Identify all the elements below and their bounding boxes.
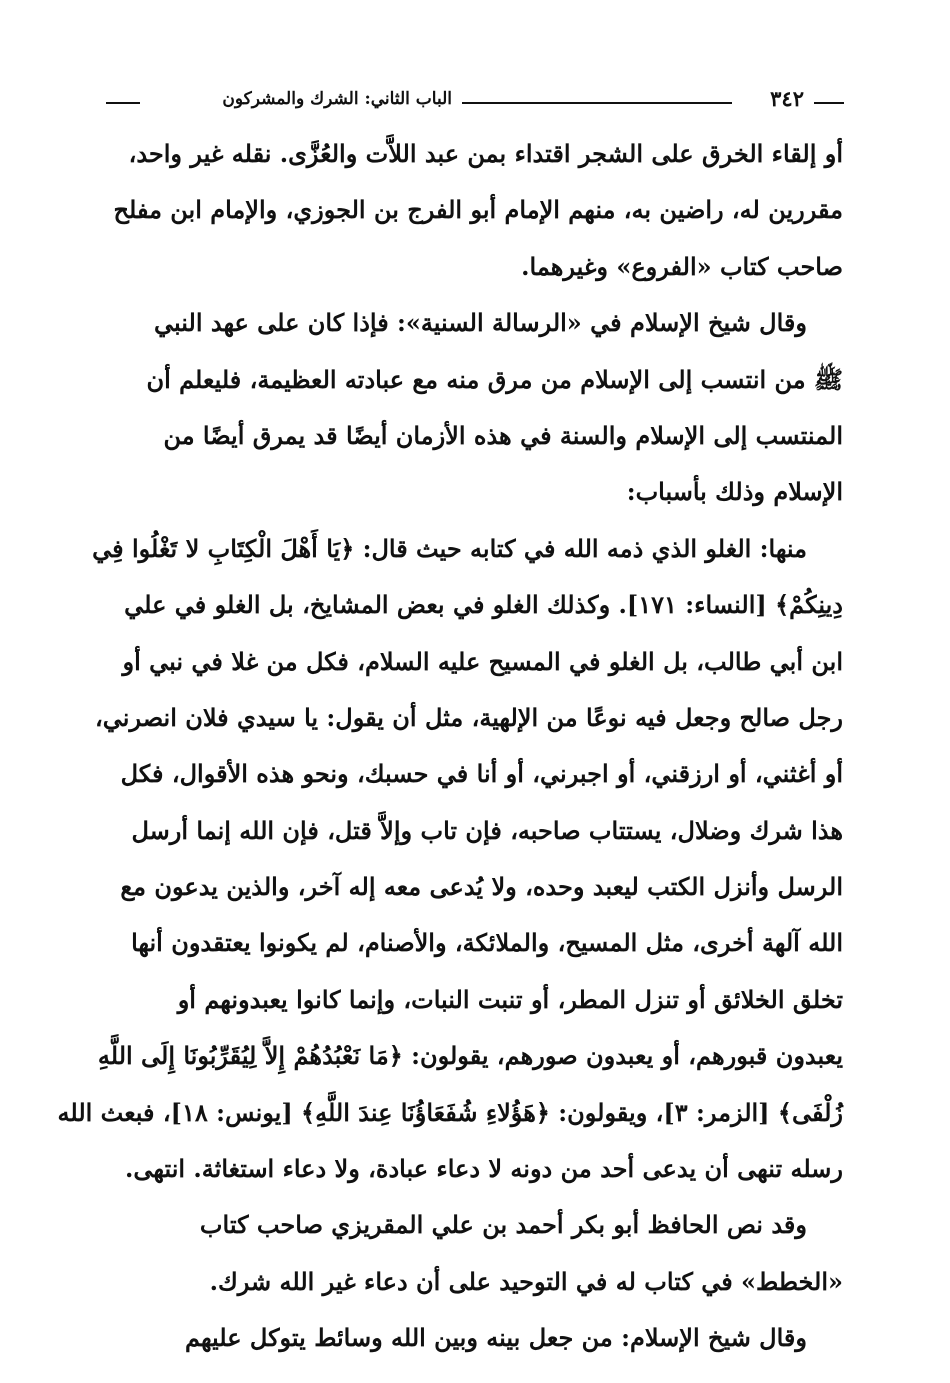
header-rule: [462, 102, 732, 104]
body-text: [57, 126, 843, 1367]
paragraph-start-line: وقد نص الحافظ أبو بكر أحمد بن علي المقريزي صاحب كتاب: [199, 1210, 807, 1240]
text-line: الرسل وأنزل الكتب ليعبد وحده، ولا يُدعى معه إله آخر، والذين يدعون مع: [120, 872, 843, 902]
paragraph-start-line: وقال شيخ الإسلام: من جعل بينه وبين الله وسائط يتوكل عليهم: [185, 1323, 807, 1353]
text-line: رجل صالح وجعل فيه نوعًا من الإلهية، مثل أن يقول: يا سيدي فلان انصرني،: [95, 702, 843, 732]
paragraph-start-line: وقال شيخ الإسلام في «الرسالة السنية»: فإذا كان على عهد النبي: [154, 308, 807, 338]
text-line: «الخطط» في كتاب له في التوحيد على أن دعاء غير الله شرك.: [209, 1266, 843, 1296]
text-line: مقررين له، راضين به، منهم الإمام أبو الفرج بن الجوزي، والإمام ابن مفلح: [113, 195, 843, 225]
running-header: [106, 86, 844, 116]
text-line: رسله تنهى أن يدعى أحد من دونه لا دعاء عبادة، ولا دعاء استغاثة. انتهى.: [125, 1154, 843, 1184]
text-line: الإسلام وذلك بأسباب:: [626, 477, 843, 507]
text-line: ﷺ من انتسب إلى الإسلام من مرق منه مع عبادته العظيمة، فليعلم أن: [146, 364, 843, 394]
header-rule: [106, 102, 140, 104]
text-line: المنتسب إلى الإسلام والسنة في هذه الأزمان أيضًا قد يمرق أيضًا من: [163, 420, 843, 450]
chapter-title: الباب الثاني: الشرك والمشركون: [222, 89, 452, 109]
text-line: صاحب كتاب «الفروع» وغيرهما.: [521, 251, 843, 281]
header-rule: [814, 102, 844, 104]
text-line: أو إلقاء الخرق على الشجر اقتداء بمن عبد اللاَّت والعُزَّى. نقله غير واحد،: [128, 139, 843, 168]
text-line: دِينِكُمْ﴾ [النساء: ١٧١]. وكذلك الغلو في بعض المشايخ، بل الغلو في علي: [124, 590, 843, 620]
text-line: يعبدون قبورهم، أو يعبدون صورهم، يقولون: ﴿مَا نَعْبُدُهُمْ إِلاَّ لِيُقَرِّبُونَا إِلَى اللَّهِ: [97, 1041, 843, 1071]
text-line: أو أغثني، أو ارزقني، أو اجبرني، أو أنا في حسبك، ونحو هذه الأقوال، فكل: [120, 759, 843, 789]
text-line: تخلق الخلائق أو تنزل المطر، أو تنبت النبات، وإنما كانوا يعبدونهم أو: [177, 984, 843, 1014]
text-line: زُلْفَى﴾ [الزمر: ٣]، ويقولون: ﴿هَؤُلاءِ شُفَعَاؤُنَا عِندَ اللَّهِ﴾ [يونس: ١٨]، فبعث الله: [57, 1097, 843, 1127]
text-line: الله آلهة أخرى، مثل المسيح، والملائكة، والأصنام، لم يكونوا يعتقدون أنها: [131, 928, 843, 958]
page-number: ٣٤٢: [770, 86, 804, 111]
text-line: ابن أبي طالب، بل الغلو في المسيح عليه السلام، فكل من غلا في نبي أو: [122, 646, 843, 676]
text-line: هذا شرك وضلال، يستتاب صاحبه، فإن تاب وإلاَّ قتل، فإن الله إنما أرسل: [131, 815, 843, 845]
paragraph-start-line: منها: الغلو الذي ذمه الله في كتابه حيث قال: ﴿يَا أَهْلَ الْكِتَابِ لا تَغْلُوا فِي: [92, 533, 807, 563]
